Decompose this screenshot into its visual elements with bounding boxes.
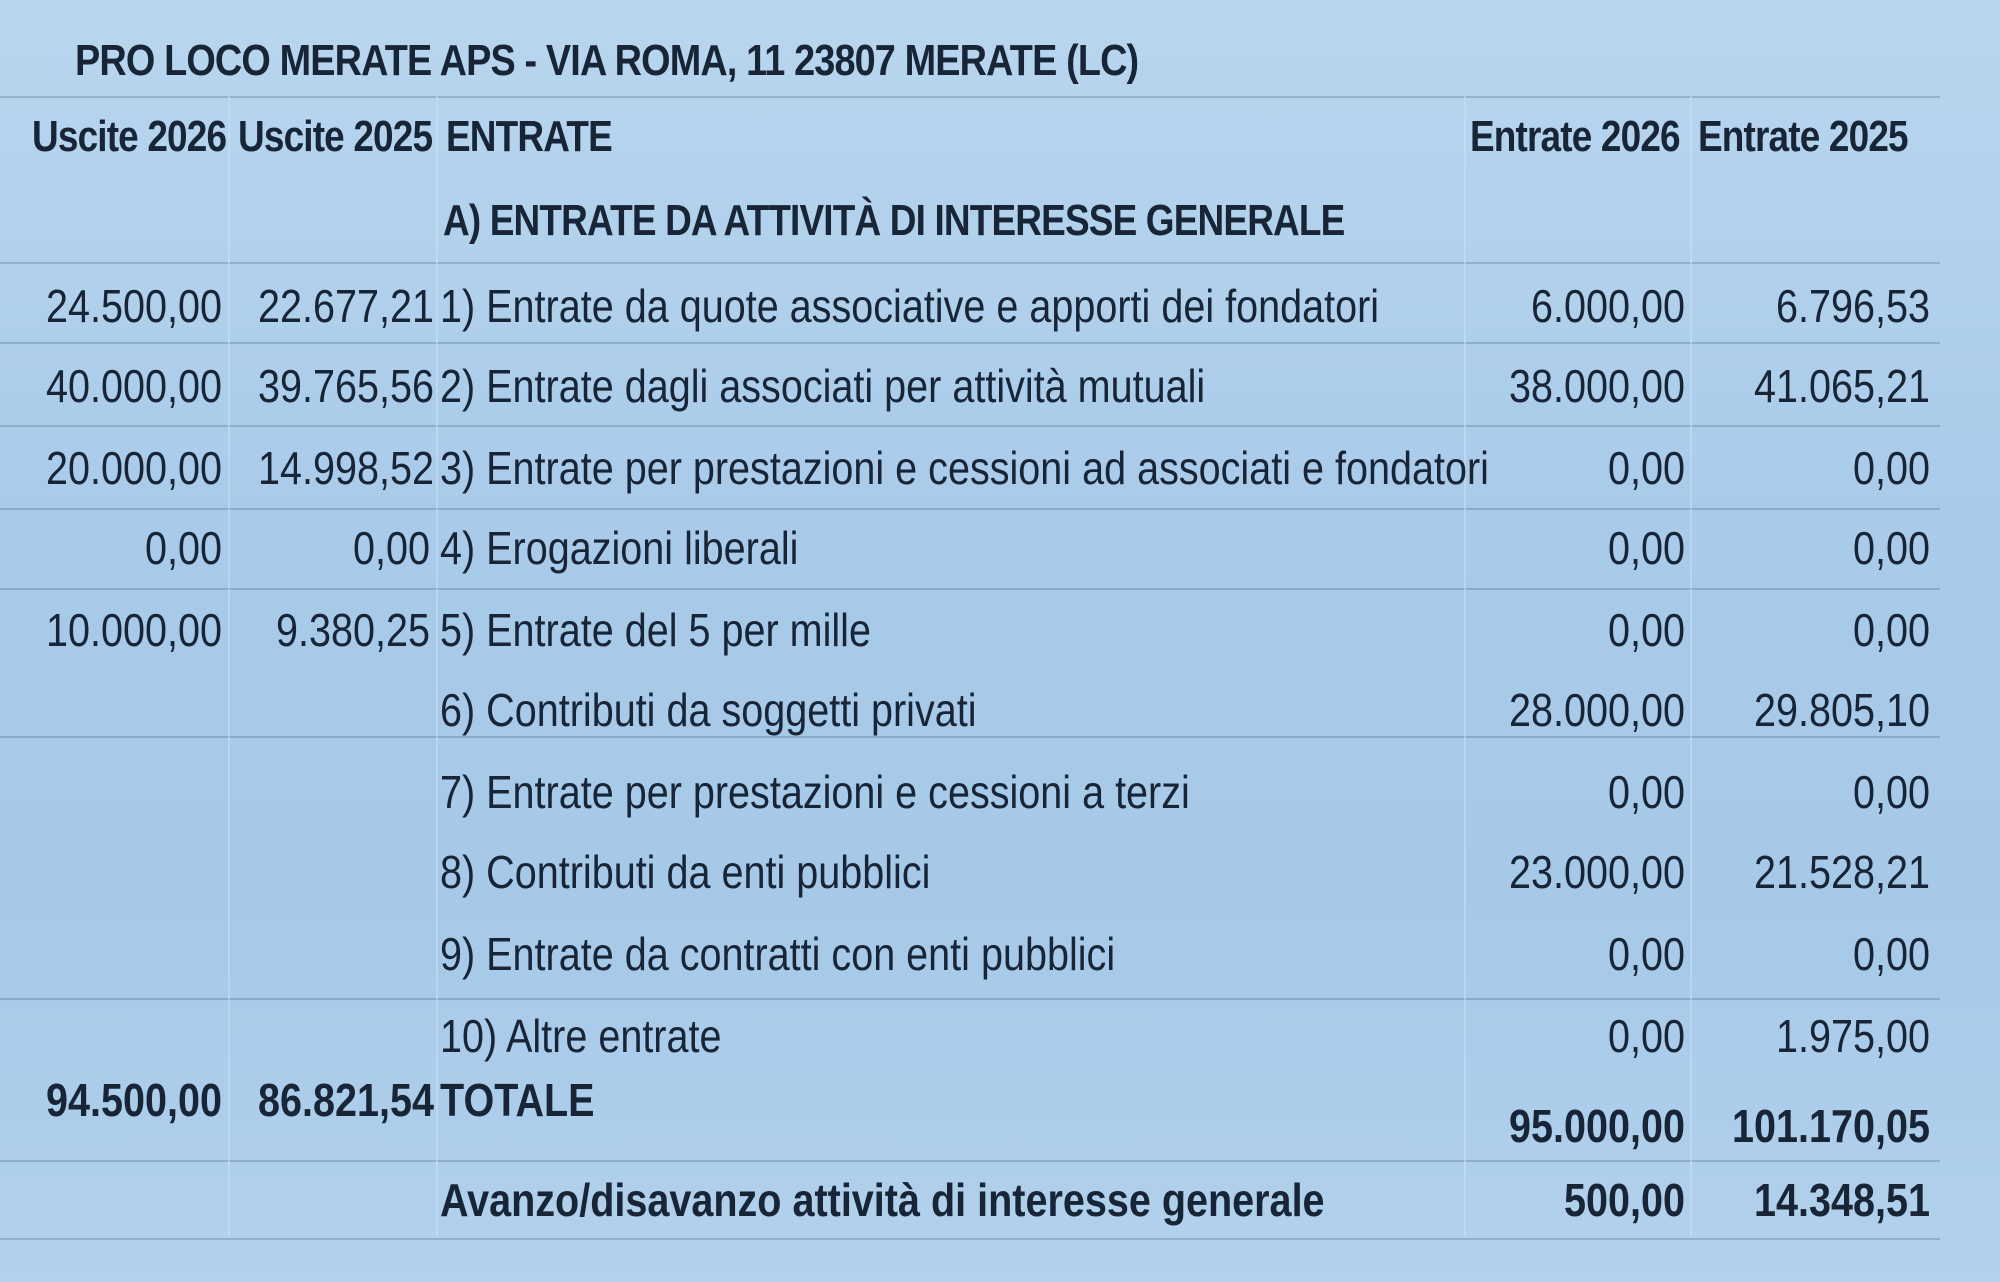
entrate-label-cell: 1) Entrate da quote associative e apporti dei fondatori <box>440 280 1380 332</box>
uscite-2026-cell: 40.000,00 <box>45 360 222 412</box>
entrate-2025-cell: 6.796,53 <box>1776 280 1930 332</box>
uscite-2026-cell: 10.000,00 <box>45 604 222 656</box>
table-row <box>0 590 2000 670</box>
totale-uscite-2026: 94.500,00 <box>45 1074 222 1126</box>
entrate-label-cell: 8) Contributi da enti pubblici <box>440 846 931 898</box>
entrate-label-cell: 5) Entrate del 5 per mille <box>440 604 871 656</box>
table-row <box>0 508 2000 588</box>
uscite-2025-cell: 9.380,25 <box>276 604 430 656</box>
entrate-2025-cell: 0,00 <box>1853 604 1930 656</box>
entrate-2025-cell: 0,00 <box>1853 928 1930 980</box>
header-uscite-2026: Uscite 2026 <box>32 112 227 161</box>
uscite-2025-cell: 0,00 <box>353 522 430 574</box>
entrate-label-cell: 3) Entrate per prestazioni e cessioni ad associati e fondatori <box>440 442 1489 494</box>
entrate-label-cell: 9) Entrate da contratti con enti pubblici <box>440 928 1116 980</box>
uscite-2026-cell: 24.500,00 <box>45 280 222 332</box>
entrate-2026-cell: 6.000,00 <box>1531 280 1685 332</box>
table-row <box>0 670 2000 750</box>
entrate-label-cell: 7) Entrate per prestazioni e cessioni a terzi <box>440 766 1190 818</box>
avanzo-row <box>0 1160 2000 1240</box>
avanzo-entrate-2025: 14.348,51 <box>1753 1174 1930 1226</box>
entrate-2025-cell: 0,00 <box>1853 442 1930 494</box>
entrate-2025-cell: 21.528,21 <box>1753 846 1930 898</box>
header-uscite-2025: Uscite 2025 <box>238 112 433 161</box>
uscite-2025-cell: 22.677,21 <box>258 280 435 332</box>
totale-entrate-2025: 101.170,05 <box>1731 1100 1930 1152</box>
grid-line <box>0 96 1940 98</box>
entrate-2026-cell: 0,00 <box>1608 1010 1685 1062</box>
uscite-2026-cell: 20.000,00 <box>45 442 222 494</box>
header-entrate-2025: Entrate 2025 <box>1698 112 1908 161</box>
entrate-2025-cell: 0,00 <box>1853 522 1930 574</box>
entrate-2026-cell: 23.000,00 <box>1508 846 1685 898</box>
avanzo-label: Avanzo/disavanzo attività di interesse generale <box>440 1174 1325 1226</box>
entrate-2026-cell: 0,00 <box>1608 442 1685 494</box>
entrate-label-cell: 4) Erogazioni liberali <box>440 522 799 574</box>
entrate-2026-cell: 0,00 <box>1608 604 1685 656</box>
entrate-label-cell: 10) Altre entrate <box>440 1010 722 1062</box>
document-title: PRO LOCO MERATE APS - VIA ROMA, 11 23807 MERATE (LC) <box>75 36 1139 85</box>
totale-entrate-2026: 95.000,00 <box>1508 1100 1685 1152</box>
entrate-2026-cell: 0,00 <box>1608 766 1685 818</box>
entrate-2025-cell: 29.805,10 <box>1753 684 1930 736</box>
table-row <box>0 832 2000 912</box>
entrate-2025-cell: 1.975,00 <box>1776 1010 1930 1062</box>
uscite-2025-cell: 39.765,56 <box>258 360 435 412</box>
uscite-2026-cell: 0,00 <box>145 522 222 574</box>
table-row <box>0 346 2000 426</box>
grid-line <box>0 262 1940 264</box>
totale-label: TOTALE <box>440 1074 595 1126</box>
header-entrate: ENTRATE <box>446 112 612 161</box>
entrate-2026-cell: 38.000,00 <box>1508 360 1685 412</box>
entrate-label-cell: 2) Entrate dagli associati per attività mutuali <box>440 360 1206 412</box>
entrate-2026-cell: 0,00 <box>1608 522 1685 574</box>
entrate-2025-cell: 41.065,21 <box>1753 360 1930 412</box>
avanzo-entrate-2026: 500,00 <box>1563 1174 1685 1226</box>
totale-row-right <box>0 1086 2000 1166</box>
table-row <box>0 752 2000 832</box>
section-title: A) ENTRATE DA ATTIVITÀ DI INTERESSE GENERALE <box>443 196 1345 245</box>
totale-uscite-2025: 86.821,54 <box>258 1074 435 1126</box>
entrate-2025-cell: 0,00 <box>1853 766 1930 818</box>
header-entrate-2026: Entrate 2026 <box>1470 112 1680 161</box>
entrate-2026-cell: 0,00 <box>1608 928 1685 980</box>
entrate-label-cell: 6) Contributi da soggetti privati <box>440 684 977 736</box>
entrate-2026-cell: 28.000,00 <box>1508 684 1685 736</box>
uscite-2025-cell: 14.998,52 <box>258 442 435 494</box>
table-row <box>0 266 2000 346</box>
table-row <box>0 914 2000 994</box>
table-row <box>0 428 2000 508</box>
